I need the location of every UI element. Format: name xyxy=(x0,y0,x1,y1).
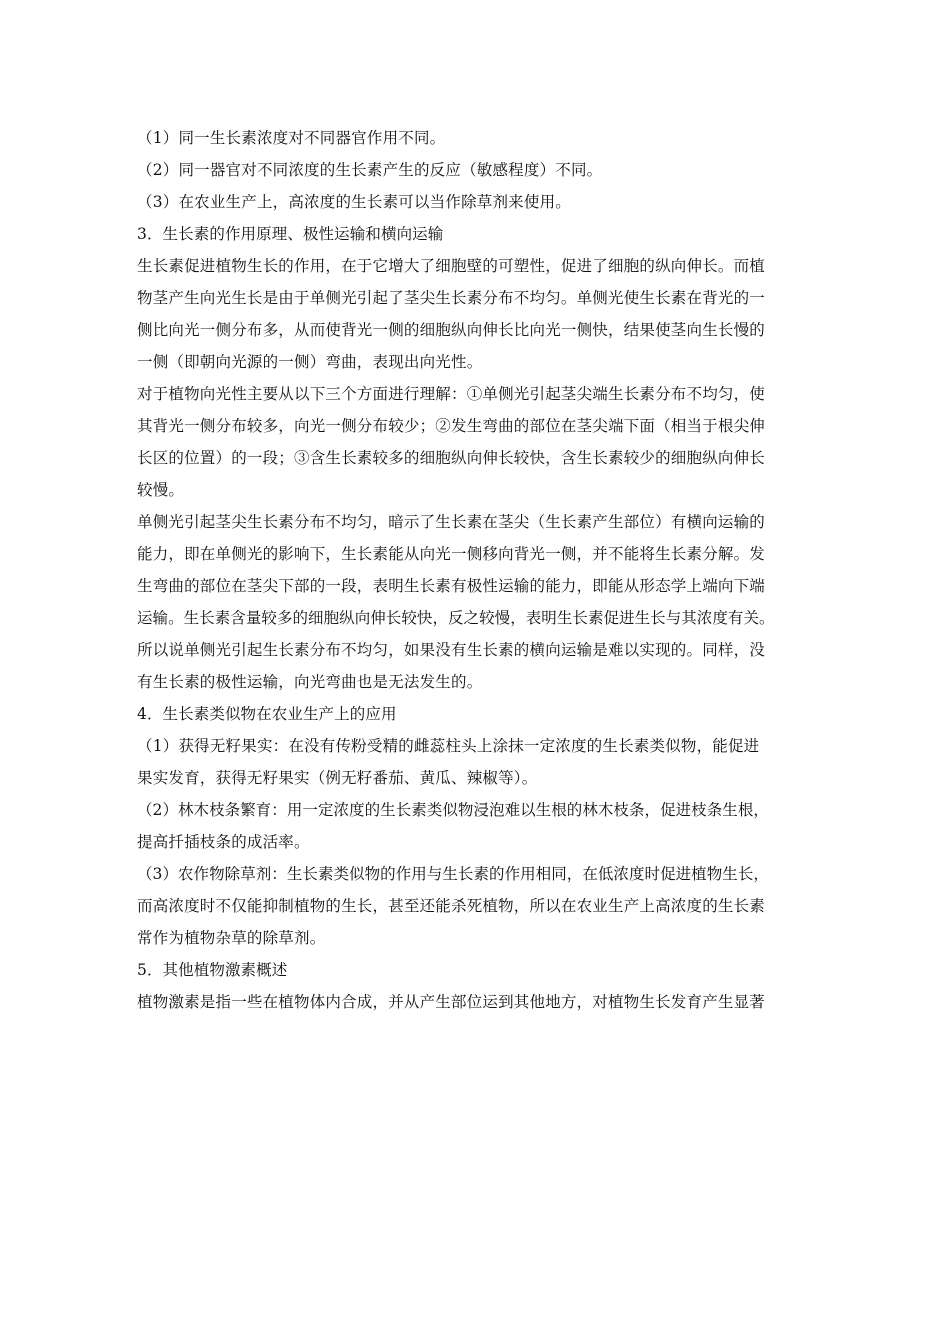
paragraph-line: 侧比向光一侧分布多，从而使背光一侧的细胞纵向伸长比向光一侧快，结果使茎向生长慢的 xyxy=(137,321,766,339)
paragraph-line: 物茎产生向光生长是由于单侧光引起了茎尖生长素分布不均匀。单侧光使生长素在背光的一 xyxy=(137,289,766,307)
paragraph-line: 所以说单侧光引起生长素分布不均匀，如果没有生长素的横向运输是难以实现的。同样，没 xyxy=(137,641,766,659)
paragraph-line: 其背光一侧分布较多，向光一侧分布较少；②发生弯曲的部位在茎尖端下面（相当于根尖伸 xyxy=(137,417,766,435)
paragraph-line: 长区的位置）的一段；③含生长素较多的细胞纵向伸长较快，含生长素较少的细胞纵向伸长 xyxy=(137,449,766,467)
list-item-3-continued: 常作为植物杂草的除草剂。 xyxy=(137,929,326,947)
paragraph-line: 对于植物向光性主要从以下三个方面进行理解：①单侧光引起茎尖端生长素分布不均匀，使 xyxy=(137,385,766,403)
paragraph-line: 有生长素的极性运输，向光弯曲也是无法发生的。 xyxy=(137,673,483,691)
section-heading-5: 5．其他植物激素概述 xyxy=(137,961,288,979)
paragraph-line: 能力，即在单侧光的影响下，生长素能从向光一侧移向背光一侧，并不能将生长素分解。发 xyxy=(137,545,766,563)
list-item-1: （1）同一生长素浓度对不同器官作用不同。 xyxy=(137,129,446,147)
paragraph-line: 一侧（即朝向光源的一侧）弯曲，表现出向光性。 xyxy=(137,353,483,371)
list-item-2: （2）同一器官对不同浓度的生长素产生的反应（敏感程度）不同。 xyxy=(137,161,603,179)
paragraph-line: 植物激素是指一些在植物体内合成，并从产生部位运到其他地方，对植物生长发育产生显著 xyxy=(137,993,766,1011)
paragraph-line: 较慢。 xyxy=(137,481,185,499)
paragraph-line: 生长素促进植物生长的作用，在于它增大了细胞壁的可塑性，促进了细胞的纵向伸长。而植 xyxy=(137,257,766,275)
list-item-3-continued: 而高浓度时不仅能抑制植物的生长，甚至还能杀死植物，所以在农业生产上高浓度的生长素 xyxy=(137,897,766,915)
paragraph-line: 运输。生长素含量较多的细胞纵向伸长较快，反之较慢，表明生长素促进生长与其浓度有关。 xyxy=(137,609,775,627)
section-heading-3: 3．生长素的作用原理、极性运输和横向运输 xyxy=(137,225,444,243)
section-heading-4: 4．生长素类似物在农业生产上的应用 xyxy=(137,705,397,723)
list-item-2: （2）林木枝条繁育：用一定浓度的生长素类似物浸泡难以生根的林木枝条，促进枝条生根， xyxy=(137,801,769,819)
paragraph-line: 生弯曲的部位在茎尖下部的一段，表明生长素有极性运输的能力，即能从形态学上端向下端 xyxy=(137,577,766,595)
list-item-3: （3）农作物除草剂：生长素类似物的作用与生长素的作用相同，在低浓度时促进植物生长， xyxy=(137,865,769,883)
list-item-1-continued: 果实发育，获得无籽果实（例无籽番茄、黄瓜、辣椒等）。 xyxy=(137,769,538,787)
document-body xyxy=(137,122,825,1018)
list-item-3: （3）在农业生产上，高浓度的生长素可以当作除草剂来使用。 xyxy=(137,193,571,211)
list-item-1: （1）获得无籽果实：在没有传粉受精的雌蕊柱头上涂抹一定浓度的生长素类似物，能促进 xyxy=(137,737,760,755)
paragraph-line: 单侧光引起茎尖生长素分布不均匀，暗示了生长素在茎尖（生长素产生部位）有横向运输的 xyxy=(137,513,766,531)
list-item-2-continued: 提高扦插枝条的成活率。 xyxy=(137,833,310,851)
